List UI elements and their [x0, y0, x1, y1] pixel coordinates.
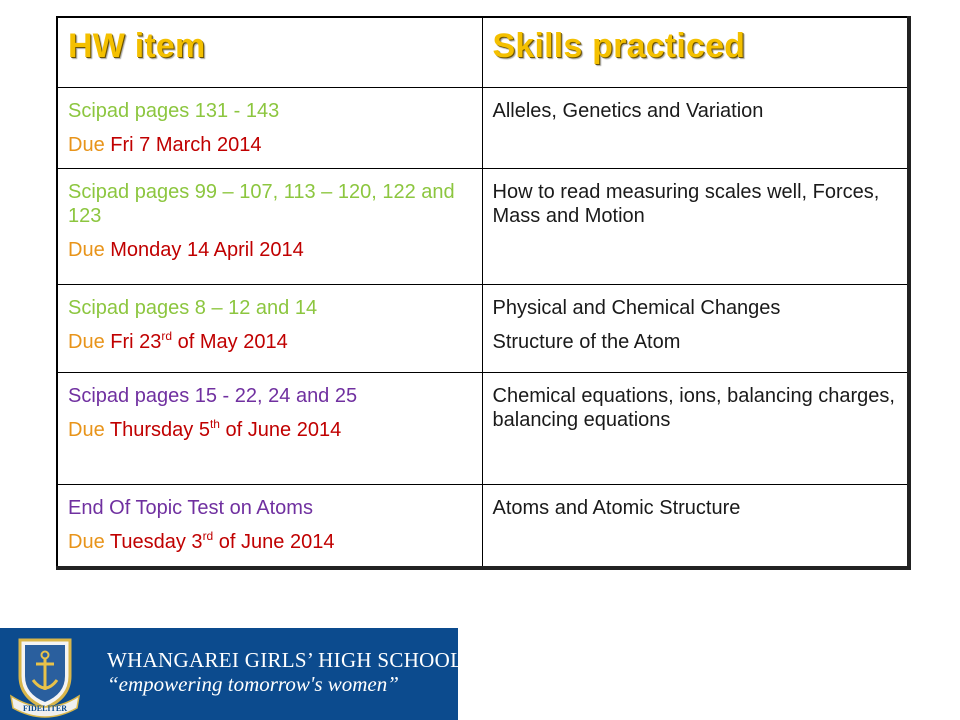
school-crest-icon: [6, 632, 84, 718]
hw-item-cell: [57, 285, 482, 373]
skills-text: Structure of the Atom: [492, 331, 681, 353]
skills-text: Chemical equations, ions, balancing charges, balancing equations: [492, 385, 895, 431]
skills-text: Atoms and Atomic Structure: [492, 497, 741, 519]
hw-item-text: Scipad pages 131 - 143: [68, 100, 280, 122]
due-line: [68, 133, 476, 157]
hw-item-cell: [57, 88, 482, 169]
crest-ribbon-text: FIDELITER: [22, 704, 68, 713]
hw-item-cell: [57, 373, 482, 485]
hw-item-cell: [57, 169, 482, 285]
header-skills-practiced: Skills practiced: [482, 17, 909, 88]
table-row: [57, 373, 909, 485]
due-date: Fri 7 March 2014: [110, 134, 262, 156]
skills-cell: [482, 88, 909, 169]
due-date: [110, 531, 335, 553]
school-motto: “empowering tomorrow's women”: [107, 672, 399, 696]
due-line: [68, 530, 476, 554]
due-line: [68, 330, 476, 354]
due-date-rest: of May 2014: [172, 331, 288, 353]
hw-item-text: Scipad pages 8 – 12 and 14: [68, 297, 318, 319]
header-hw-item: HW item: [57, 17, 482, 88]
due-label: Due: [68, 134, 105, 156]
skills-cell: [482, 285, 909, 373]
table-row: [57, 285, 909, 373]
school-name: WHANGAREI GIRLS’ HIGH SCHOOL: [107, 648, 464, 672]
due-line: [68, 418, 476, 442]
due-date: [110, 331, 287, 353]
hw-item-text: Scipad pages 15 - 22, 24 and 25: [68, 385, 358, 407]
due-date-rest: of June 2014: [213, 531, 335, 553]
due-label: Due: [68, 419, 105, 441]
due-date-main: Fri 23: [110, 331, 162, 353]
table-header-row: [57, 17, 909, 88]
due-date-rest: of June 2014: [219, 419, 342, 441]
due-date-main: Tuesday 3: [109, 531, 203, 553]
due-date-suffix: rd: [161, 329, 173, 343]
due-date-suffix: th: [209, 417, 220, 431]
hw-item-text: Scipad pages 99 – 107, 113 – 120, 122 and 123: [68, 181, 455, 227]
skills-cell: [482, 169, 909, 285]
due-date-suffix: rd: [202, 529, 214, 543]
skills-cell: [482, 373, 909, 485]
table-row: [57, 88, 909, 169]
due-date: Monday 14 April 2014: [110, 239, 304, 261]
skills-text: Physical and Chemical Changes: [492, 297, 781, 319]
due-date: [110, 419, 341, 441]
due-date-main: Thursday 5: [109, 419, 210, 441]
skills-cell: [482, 485, 909, 569]
table-row: [57, 485, 909, 569]
skills-text: How to read measuring scales well, Forces, Mass and Motion: [492, 181, 880, 227]
school-banner: [0, 628, 464, 720]
due-label: Due: [68, 531, 105, 553]
due-label: Due: [68, 331, 105, 353]
table-row: [57, 169, 909, 285]
hw-item-text: End Of Topic Test on Atoms: [68, 497, 313, 519]
homework-table: [56, 16, 911, 570]
due-label: Due: [68, 239, 105, 261]
hw-item-cell: [57, 485, 482, 569]
due-line: [68, 238, 476, 262]
skills-text: Alleles, Genetics and Variation: [492, 100, 764, 122]
